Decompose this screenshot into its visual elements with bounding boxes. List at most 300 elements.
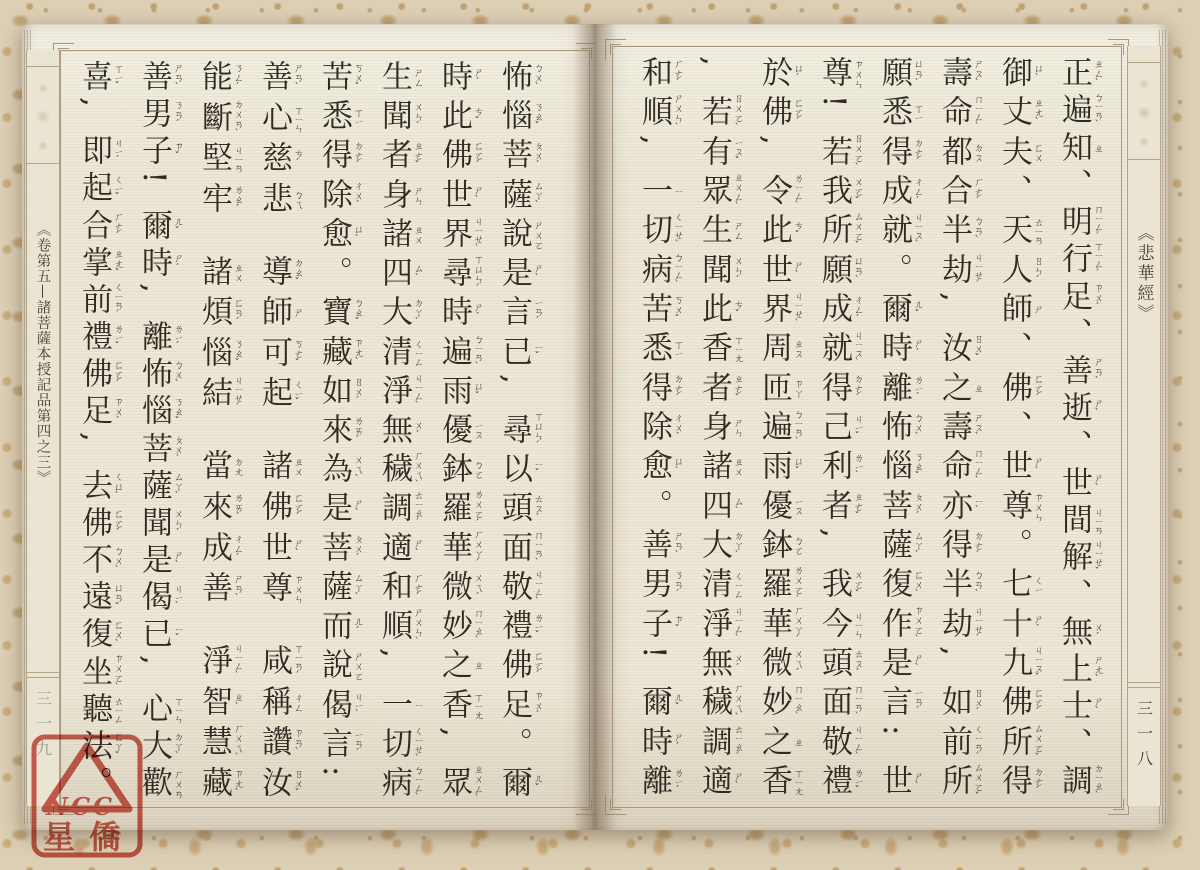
zhuyin-annotation: ㄌㄧˋ <box>851 452 863 482</box>
char-cell: 鉢 ㄅㄛ <box>756 527 803 559</box>
char-cell: 悉 ㄒㄧ <box>876 95 923 127</box>
char-cell: 穢 ㄏㄨㄟˋ <box>376 450 423 492</box>
zhuyin-annotation: ㄋㄠˇ <box>531 101 543 133</box>
text-column <box>252 60 310 800</box>
zhuyin-annotation: ㄕˋ <box>1091 398 1103 420</box>
zhuyin-annotation: ㄧㄡ <box>471 421 483 440</box>
char-cell: 所 ㄙㄨㄛˇ <box>816 211 863 253</box>
char-cell: 惱 ㄋㄠˇ <box>136 394 183 429</box>
zhuyin-annotation: ㄐㄧˊ <box>111 137 123 167</box>
zhuyin-annotation: ㄕˋ <box>911 653 923 675</box>
char-cell: 御 ㄩˋ <box>996 56 1043 87</box>
zhuyin-annotation: ㄎㄨˇ <box>351 62 363 94</box>
char-cell: 、 <box>996 409 1032 441</box>
zhuyin-annotation: ㄔㄥ <box>291 692 303 713</box>
zhuyin-annotation: ㄧˇ <box>171 625 183 645</box>
zhuyin-annotation: ㄕˋ <box>171 550 183 572</box>
zhuyin-annotation: ㄐㄧˇ <box>851 413 863 443</box>
book-gutter-shadow <box>573 24 617 830</box>
char-cell: 佛 ㄈㄛˊ <box>756 95 803 130</box>
char-cell: 病 ㄅㄧㄥˋ <box>636 251 683 291</box>
char-cell: 若 ㄖㄨㄛˋ <box>816 132 863 174</box>
zhuyin-annotation: ㄓㄤˋ <box>1031 98 1043 130</box>
text-column <box>492 60 550 800</box>
zhuyin-annotation: ㄕㄥ <box>731 221 743 242</box>
char-cell: 一 ㄧ <box>636 173 683 205</box>
zhuyin-annotation: ㄨㄣˊ <box>731 255 743 287</box>
zhuyin-annotation: ㄕㄢˋ <box>291 62 303 94</box>
zhuyin-annotation: ㄔㄨˊ <box>671 412 683 444</box>
zhuyin-annotation: ㄦˇ <box>671 692 683 714</box>
char-cell: 悲 ㄅㄟ <box>256 181 303 213</box>
zhuyin-annotation: ㄕˋ <box>531 263 543 285</box>
book-spread <box>22 24 1168 830</box>
char-cell: 惱 ㄋㄠˇ <box>196 335 243 370</box>
char-cell: 坐 ㄗㄨㄛˋ <box>76 652 123 694</box>
zhuyin-annotation: ㄇㄧㄠˋ <box>471 608 483 648</box>
zhuyin-annotation: ㄑㄧㄥ <box>731 571 743 600</box>
zhuyin-annotation: ㄒㄧㄣ <box>171 695 183 724</box>
char-cell: 解 ㄐㄧㄝˇ <box>1056 539 1103 579</box>
char-cell: 眾 ㄓㄨㄥˋ <box>436 764 483 806</box>
zhuyin-annotation: ㄖㄨㄛˋ <box>851 132 863 174</box>
char-cell: 無 ㄨˊ <box>376 412 423 444</box>
char-cell: 病 ㄅㄧㄥˋ <box>376 764 423 804</box>
zhuyin-annotation: ㄧˇ <box>531 342 543 362</box>
char-cell: 藏 ㄗㄤˋ <box>196 765 243 800</box>
char-cell: 苦 ㄎㄨˇ <box>316 60 363 94</box>
zhuyin-annotation: ㄉㄠˇ <box>291 257 303 289</box>
char-cell: 喜 ㄒㄧˇ <box>76 60 123 93</box>
zhuyin-annotation: ㄅㄠˇ <box>351 298 363 330</box>
char-cell: 七 ㄑㄧ <box>996 567 1043 599</box>
char-cell: 世 ㄕˋ <box>996 449 1043 481</box>
zhuyin-annotation: ㄊㄧㄢ <box>1031 217 1043 246</box>
zhuyin-annotation: ㄓˋ <box>231 692 243 714</box>
char-cell: 薩 ㄙㄚˋ <box>876 527 923 562</box>
zhuyin-annotation: ㄅㄧㄢˋ <box>791 409 803 449</box>
char-cell: 善 ㄕㄢˋ <box>196 571 243 605</box>
zhuyin-annotation: ㄦˇ <box>171 215 183 237</box>
char-cell: 面 ㄇㄧㄢˋ <box>816 684 863 724</box>
char-cell: 時 ㄕˊ <box>436 295 483 327</box>
zhuyin-annotation: ㄕˋ <box>411 537 423 559</box>
zhuyin-annotation: ㄌㄧˊ <box>171 323 183 353</box>
right-pagenum-block <box>1128 682 1160 775</box>
zhuyin-annotation: ㄖㄨㄛˋ <box>731 93 743 135</box>
zhuyin-annotation: ㄋㄥˊ <box>231 62 243 94</box>
zhuyin-annotation: ㄆㄨˊ <box>531 141 543 173</box>
zhuyin-annotation: ㄊㄧㄥ <box>111 695 123 724</box>
zhuyin-annotation: ㄈㄛˊ <box>791 98 803 130</box>
zhuyin-annotation: ㄨㄟˋ <box>351 454 363 486</box>
char-cell: 來 ㄌㄞˊ <box>196 490 243 524</box>
right-page-text <box>632 56 1110 804</box>
zhuyin-annotation: ㄨㄣˊ <box>411 101 423 133</box>
char-cell: 足 ㄗㄨˊ <box>496 687 543 722</box>
zhuyin-annotation: ㄑㄧㄥ <box>411 338 423 367</box>
zhuyin-annotation: ㄒㄧˇ <box>111 63 123 93</box>
zhuyin-annotation: ㄕ <box>1031 304 1043 315</box>
char-cell: 佛 ㄈㄛˊ <box>996 685 1043 719</box>
zhuyin-annotation: ㄅㄢˋ <box>971 570 983 602</box>
char-cell: 九 ㄐㄧㄡˇ <box>996 644 1043 684</box>
char-cell: 羅 ㄌㄨㄛˊ <box>436 489 483 531</box>
chapter-title: 《卷第五—諸菩薩本授記品第四之三》 <box>34 222 51 486</box>
zhuyin-annotation: ㄈㄨˋ <box>911 570 923 602</box>
zhuyin-annotation: ㄓㄜˇ <box>411 141 423 173</box>
char-cell: 聽 ㄊㄧㄥ <box>76 691 123 724</box>
zhuyin-annotation: ㄕ <box>291 307 303 318</box>
zhuyin-annotation: ㄐㄧㄡˋ <box>911 212 923 252</box>
char-cell: 尊 ㄗㄨㄣ <box>816 56 863 90</box>
zhuyin-annotation: ㄗㄨㄛˋ <box>111 652 123 694</box>
strip-ornament <box>1128 62 1160 160</box>
zhuyin-annotation: ㄗㄨˊ <box>1091 282 1103 314</box>
char-cell: 適 ㄕˋ <box>376 530 423 562</box>
char-cell: 是 ㄕˋ <box>316 491 363 523</box>
zhuyin-annotation: ㄏㄨㄟˋ <box>731 683 743 725</box>
char-cell: 適 ㄕˋ <box>696 763 743 795</box>
char-cell: 、 <box>1056 726 1092 758</box>
zhuyin-annotation: ㄨㄣˊ <box>171 508 183 540</box>
zhuyin-annotation: ㄌㄞˊ <box>231 492 243 524</box>
char-cell: 稱 ㄔㄥ <box>256 684 303 716</box>
zhuyin-annotation: ㄐㄧㄝˋ <box>791 291 803 331</box>
char-cell: 爾 ㄦˇ <box>636 685 683 717</box>
char-cell: , <box>756 134 792 145</box>
zhuyin-annotation: ㄙㄚˋ <box>911 530 923 562</box>
zhuyin-annotation: ㄒㄧ <box>671 340 683 359</box>
char-cell: ! <box>636 645 672 659</box>
zhuyin-annotation: ㄑㄧㄝˋ <box>411 725 423 765</box>
zhuyin-annotation: ㄑㄧˇ <box>291 380 303 410</box>
zhuyin-annotation: ㄕㄨㄣˋ <box>411 607 423 649</box>
zhuyin-annotation: ㄙㄚˋ <box>531 180 543 212</box>
zhuyin-annotation: ㄐㄧㄝˋ <box>471 215 483 255</box>
char-cell: 人 ㄖㄣˊ <box>996 252 1043 287</box>
char-cell: 說 ㄕㄨㄛ <box>496 216 543 251</box>
char-cell: 怖 ㄅㄨˋ <box>136 357 183 391</box>
zhuyin-annotation: ㄧˋ <box>971 496 983 516</box>
char-cell: 妙 ㄇㄧㄠˋ <box>436 608 483 648</box>
zhuyin-annotation: ㄈㄨˋ <box>111 620 123 652</box>
char-cell: 淨 ㄐㄧㄥˋ <box>696 605 743 645</box>
char-cell: 此 ㄘˇ <box>756 213 803 245</box>
char-cell: 薩 ㄙㄚˋ <box>136 468 183 503</box>
zhuyin-annotation: ㄩˋ <box>351 224 363 246</box>
text-column <box>312 60 370 800</box>
zhuyin-annotation: ㄗˇ <box>171 141 183 163</box>
char-cell: 劫 ㄐㄧㄝˊ <box>936 251 983 291</box>
zhuyin-annotation: ㄒㄧㄤ <box>731 335 743 364</box>
zhuyin-annotation: ㄓ <box>791 736 803 747</box>
char-cell: 愈 ㄩˋ <box>316 216 363 248</box>
char-cell: 如 ㄖㄨˊ <box>936 685 983 719</box>
char-cell: 知 ㄓ <box>1056 130 1103 162</box>
zhuyin-annotation: ㄉㄜˊ <box>911 137 923 169</box>
char-cell: 可 ㄎㄜˇ <box>256 335 303 370</box>
char-cell: 今 ㄐㄧㄣ <box>816 606 863 639</box>
zhuyin-annotation: ㄋㄢˊ <box>671 570 683 602</box>
zhuyin-annotation: ㄔㄥˊ <box>851 294 863 326</box>
zhuyin-annotation: ㄩˇ <box>791 456 803 478</box>
char-cell: 爾 ㄦˇ <box>136 208 183 240</box>
char-cell: 。 <box>636 488 672 520</box>
char-cell: 、 <box>996 173 1032 205</box>
zhuyin-annotation: ㄧㄢˊ <box>531 298 543 328</box>
char-cell: 劫 ㄐㄧㄝˊ <box>936 605 983 645</box>
verse-gap <box>197 222 231 248</box>
char-cell: 、 <box>1056 577 1092 609</box>
zhuyin-annotation: ㄑㄧˇ <box>111 175 123 205</box>
char-cell: 堅 ㄐㄧㄢ <box>196 141 243 174</box>
zhuyin-annotation: ㄕㄨㄛ <box>351 651 363 682</box>
char-cell: 足 ㄗㄨˊ <box>1056 279 1103 314</box>
char-cell: 香 ㄒㄧㄤ <box>436 687 483 720</box>
zhuyin-annotation: ㄖㄨˊ <box>971 687 983 719</box>
char-cell: 所 ㄙㄨㄛˇ <box>996 722 1043 764</box>
zhuyin-annotation: ㄉㄨㄢˋ <box>231 98 243 140</box>
sutra-title: 《悲華經》 <box>1133 224 1154 324</box>
zhuyin-annotation: ㄉㄚˋ <box>411 298 423 330</box>
zhuyin-annotation: ㄓㄨ <box>411 224 423 245</box>
zhuyin-annotation: ㄅㄨˋ <box>111 545 123 577</box>
char-cell: ! <box>136 171 172 184</box>
zhuyin-annotation: ㄉㄜˊ <box>971 530 983 562</box>
char-cell: 頭 ㄊㄡˊ <box>816 645 863 680</box>
zhuyin-annotation: ㄩˊ <box>791 63 803 85</box>
zhuyin-annotation: ㄩㄢˇ <box>111 582 123 614</box>
zhuyin-annotation: ㄨˊ <box>411 420 423 442</box>
text-column <box>932 56 990 804</box>
zhuyin-annotation: ㄉㄜˊ <box>671 373 683 405</box>
zhuyin-annotation: ㄗㄤˋ <box>351 337 363 369</box>
char-cell: 穢 ㄏㄨㄟˋ <box>696 683 743 725</box>
char-cell: 時 ㄕˊ <box>876 331 923 363</box>
char-cell: 為 ㄨㄟˋ <box>316 452 363 486</box>
zhuyin-annotation: ㄏㄨㄟˋ <box>411 450 423 492</box>
char-cell: 得 ㄉㄜˊ <box>316 138 363 173</box>
char-cell: 男 ㄋㄢˊ <box>136 97 183 131</box>
char-cell: 華 ㄏㄨㄚˊ <box>436 528 483 570</box>
char-cell: 身 ㄕㄣ <box>696 409 743 441</box>
zhuyin-annotation: ㄈㄨ <box>1031 142 1043 163</box>
zhuyin-annotation: ㄧㄡ <box>791 497 803 516</box>
zhuyin-annotation: ㄇㄧㄥˋ <box>971 94 983 134</box>
zhuyin-annotation: ㄧㄢˊ <box>351 730 363 760</box>
char-cell: 敬 ㄐㄧㄥˋ <box>496 568 543 608</box>
char-cell: 善 ㄕㄢˋ <box>136 60 183 94</box>
pagenum-rule <box>1128 682 1160 688</box>
zhuyin-annotation: ㄈㄛˊ <box>531 651 543 683</box>
char-cell: 世 ㄕˋ <box>876 763 923 795</box>
char-cell: 慈 ㄘˊ <box>256 141 303 173</box>
verse-gap <box>197 612 231 638</box>
zhuyin-annotation: ㄉㄚˋ <box>731 530 743 562</box>
zhuyin-annotation: ㄖㄣˊ <box>1031 255 1043 287</box>
char-cell: 願 ㄩㄢˋ <box>876 56 923 90</box>
zhuyin-annotation: ㄩˋ <box>1031 63 1043 85</box>
char-cell: 遠 ㄩㄢˇ <box>76 580 123 614</box>
char-cell: 復 ㄈㄨˋ <box>76 617 123 652</box>
zhuyin-annotation: ㄉㄤ <box>231 457 243 478</box>
char-cell: 禮 ㄌㄧˇ <box>496 609 543 642</box>
char-cell: 雨 ㄩˇ <box>756 449 803 481</box>
char-cell: 禮 ㄌㄧˇ <box>816 763 863 797</box>
zhuyin-annotation: ㄨˊ <box>1091 622 1103 644</box>
char-cell: 微 ㄨㄟˊ <box>436 569 483 604</box>
char-cell: 。 <box>996 527 1032 559</box>
char-cell: 無 ㄨˊ <box>696 645 743 677</box>
zhuyin-annotation: ㄓ <box>971 383 983 394</box>
zhuyin-annotation: ㄙˋ <box>731 495 743 517</box>
zhuyin-annotation: ㄅㄧㄥˋ <box>411 764 423 804</box>
zhuyin-annotation: ㄊㄧㄠˊ <box>731 723 743 763</box>
char-cell: , <box>936 645 972 656</box>
char-cell: 聞 ㄨㄣˊ <box>696 252 743 287</box>
char-cell: 生 ㄕㄥ <box>696 213 743 245</box>
char-cell: 師 ㄕ <box>996 291 1043 323</box>
char-cell: 菩 ㄆㄨˊ <box>136 431 183 466</box>
zhuyin-annotation: ㄧˇ <box>531 460 543 480</box>
char-cell: 善 ㄕㄢˋ <box>256 60 303 94</box>
char-cell: 界 ㄐㄧㄝˋ <box>436 215 483 255</box>
zhuyin-annotation: ㄐㄧㄡˋ <box>851 330 863 370</box>
zhuyin-annotation: ㄐㄧㄥˋ <box>231 643 243 683</box>
zhuyin-annotation: ㄖㄨˇ <box>291 768 303 800</box>
zhuyin-annotation: ㄓㄜˇ <box>731 373 743 405</box>
char-cell: 成 ㄔㄥˊ <box>816 291 863 326</box>
char-cell: 離 ㄌㄧˊ <box>636 763 683 797</box>
zhuyin-annotation: ㄙㄨㄛˇ <box>1031 722 1043 764</box>
zhuyin-annotation: ㄅㄨˋ <box>911 412 923 444</box>
char-cell: 華 ㄏㄨㄚˊ <box>756 604 803 646</box>
zhuyin-annotation: ㄩˇ <box>471 381 483 403</box>
zhuyin-annotation: ㄕˊ <box>471 302 483 324</box>
zhuyin-annotation: ㄎㄨˇ <box>671 294 683 326</box>
char-cell: , <box>136 282 172 293</box>
char-cell: 令 ㄌㄧㄥˋ <box>756 173 803 213</box>
zhuyin-annotation: ㄐㄧˋ <box>351 691 363 721</box>
text-column <box>1052 56 1110 802</box>
char-cell: 除 ㄔㄨˊ <box>316 177 363 212</box>
zhuyin-annotation: ㄇㄧㄢˋ <box>851 684 863 724</box>
char-cell: 敬 ㄐㄧㄥˋ <box>816 723 863 763</box>
verse-gap <box>197 417 231 443</box>
char-cell: 和 ㄏㄜˊ <box>636 56 683 90</box>
char-cell: 都 ㄉㄡ <box>936 134 983 166</box>
zhuyin-annotation: ㄊㄧㄠˊ <box>411 490 423 530</box>
zhuyin-annotation: ㄨㄛˇ <box>851 570 863 602</box>
zhuyin-annotation: ㄅㄛ <box>471 459 483 480</box>
text-column <box>692 56 750 798</box>
char-cell: 不 ㄅㄨˋ <box>76 543 123 577</box>
page-left <box>22 24 595 830</box>
zhuyin-annotation: ㄐㄧㄝˊ <box>971 605 983 645</box>
zhuyin-annotation: ㄧㄢˊ <box>911 688 923 718</box>
char-cell: 菩 ㄆㄨˊ <box>496 138 543 173</box>
zhuyin-annotation: ㄒㄧㄣ <box>291 104 303 133</box>
char-cell: 大 ㄉㄚˋ <box>376 295 423 330</box>
char-cell: 世 ㄕˋ <box>256 530 303 562</box>
text-column <box>432 60 490 806</box>
char-cell: 匝 ㄗㄚ <box>756 370 803 402</box>
char-cell: 夫 ㄈㄨ <box>996 134 1043 166</box>
text-column <box>632 56 690 798</box>
zhuyin-annotation: ㄗˇ <box>671 613 683 635</box>
char-cell: 者 ㄓㄜˇ <box>376 138 423 173</box>
zhuyin-annotation: ㄕㄣ <box>411 185 423 206</box>
char-cell: 微 ㄨㄟˊ <box>756 645 803 680</box>
zhuyin-annotation: ㄗㄨㄣ <box>1031 491 1043 522</box>
zhuyin-annotation: ㄕㄢˋ <box>671 530 683 562</box>
char-cell: 能 ㄋㄥˊ <box>196 60 243 94</box>
char-cell: 遍 ㄅㄧㄢˋ <box>756 409 803 449</box>
zhuyin-annotation: ㄋㄠˇ <box>911 452 923 484</box>
char-cell: 咸 ㄒㄧㄢˊ <box>256 643 303 683</box>
char-cell: 世 ㄕˋ <box>1056 465 1103 497</box>
char-cell: , <box>816 527 852 538</box>
zhuyin-annotation: ㄒㄧㄥˊ <box>1091 241 1103 281</box>
char-cell: 若 ㄖㄨㄛˋ <box>696 93 743 135</box>
char-cell: 諸 ㄓㄨ <box>376 216 423 248</box>
char-cell: 煩 ㄈㄢˊ <box>196 295 243 330</box>
zhuyin-annotation: ㄏㄨㄢ <box>171 769 183 800</box>
zhuyin-annotation: ㄅㄟ <box>291 189 303 210</box>
char-cell: 成 ㄔㄥˊ <box>196 530 243 565</box>
char-cell: 成 ㄔㄥˊ <box>876 173 923 208</box>
char-cell: 世 ㄕˋ <box>756 252 803 284</box>
zhuyin-annotation: ㄅㄧㄢˋ <box>471 333 483 373</box>
char-cell: 諸 ㄓㄨ <box>256 449 303 481</box>
char-cell: 利 ㄌㄧˋ <box>816 449 863 482</box>
text-column <box>992 56 1050 798</box>
char-cell: 之 ㄓ <box>936 370 983 402</box>
char-cell: 來 ㄌㄞˊ <box>316 412 363 447</box>
char-cell: 我 ㄨㄛˇ <box>816 567 863 602</box>
char-cell: 所 ㄙㄨㄛˇ <box>936 762 983 804</box>
zhuyin-annotation: ㄙㄨㄛˇ <box>971 762 983 804</box>
char-cell: 切 ㄑㄧㄝˋ <box>636 212 683 252</box>
zhuyin-annotation: ㄙㄨㄛˇ <box>851 211 863 253</box>
zhuyin-annotation: ㄅㄧㄥˋ <box>671 251 683 291</box>
zhuyin-annotation: ㄓ <box>471 660 483 671</box>
zhuyin-annotation: ㄗㄨˊ <box>531 690 543 722</box>
char-cell: 是 ㄕˋ <box>876 645 923 677</box>
zhuyin-annotation: ㄆㄨˊ <box>351 533 363 565</box>
char-cell: 身 ㄕㄣ <box>376 177 423 209</box>
zhuyin-annotation: ㄒㄧ <box>911 104 923 123</box>
char-cell: 合 ㄏㄜˊ <box>936 173 983 208</box>
zhuyin-annotation: ㄕˋ <box>351 498 363 520</box>
zhuyin-annotation: ㄕㄤˋ <box>1091 654 1103 686</box>
zhuyin-annotation: ㄆㄨˊ <box>171 434 183 466</box>
page-number-left: 三一九 <box>33 690 53 765</box>
char-cell: 禮 ㄌㄧˇ <box>76 320 123 353</box>
zhuyin-annotation: ㄏㄨㄟˋ <box>231 723 243 765</box>
char-cell: 妙 ㄇㄧㄠˋ <box>756 684 803 724</box>
char-cell: 者 ㄓㄜˇ <box>696 370 743 405</box>
char-cell: 士 ㄕˋ <box>1056 689 1103 721</box>
zhuyin-annotation: ㄋㄢˊ <box>171 99 183 131</box>
verse-gap <box>257 612 291 638</box>
char-cell: 大 ㄉㄚˋ <box>696 527 743 562</box>
char-cell: 和 ㄏㄜˊ <box>376 569 423 604</box>
zhuyin-annotation: ㄕㄥ <box>411 67 423 88</box>
text-column <box>132 60 190 800</box>
char-cell: 怖 ㄅㄨˋ <box>496 60 543 94</box>
